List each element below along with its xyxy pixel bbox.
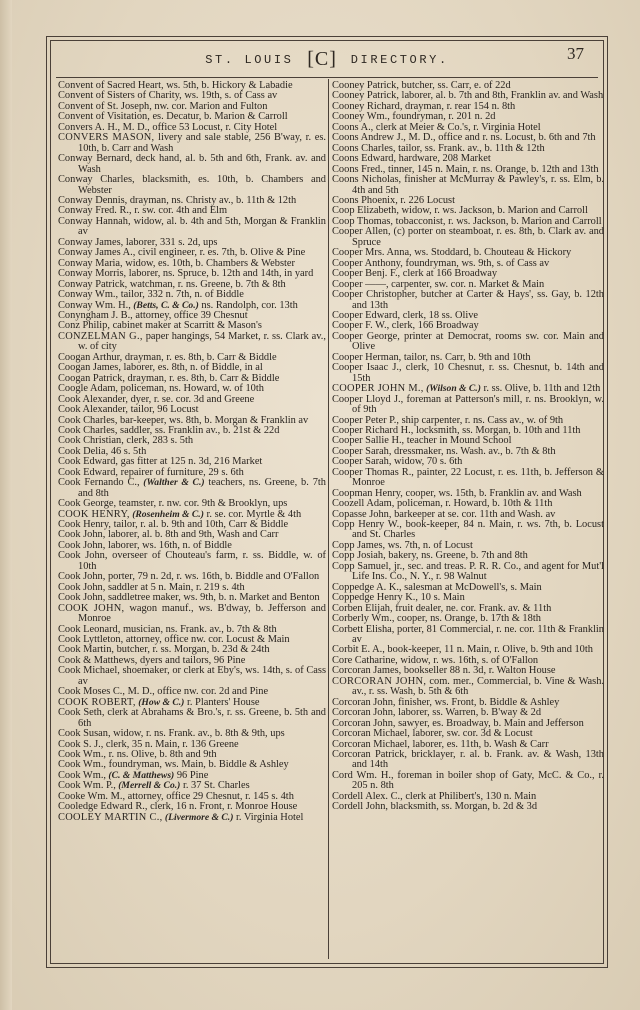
- entry-name: Cook Lyttleton,: [58, 634, 124, 646]
- entry-details: wagon manuf., ws. B'dway, b. Jefferson and Monroe: [78, 602, 326, 625]
- entry-name: Cook Edward,: [58, 456, 119, 468]
- entry-details: 46 s. 5th: [108, 445, 147, 457]
- entry-details: barkeeper at se. cor. 11th and Wash. av: [391, 508, 556, 520]
- entry-name: Cooper Sarah,: [332, 445, 392, 457]
- entry-name: Cooper Sarah,: [332, 456, 392, 468]
- entry-details: foreman at Patterson's mill, r. ns. Brooklyn, w. of 9th: [352, 393, 604, 416]
- entry-details: widow, r. ws. 16th, s. of O'Fallon: [397, 654, 539, 666]
- entry-name: Corcoran Michael,: [332, 728, 410, 740]
- entry-name: Coons Nicholas,: [332, 174, 402, 186]
- entry-name: Convent of Visitation,: [58, 111, 150, 123]
- entry-details: tailor, r. al. b. 9th and 10th, Carr & Biddle: [111, 519, 289, 531]
- entry-name: Cook Martin,: [58, 644, 114, 656]
- entry-details: bookseller 88 n. 3d, r. Walton House: [401, 665, 556, 677]
- directory-entry: [58, 175, 326, 196]
- entry-details: repairer of furniture, 29 s. 6th: [118, 466, 244, 478]
- entry-details: laborer, ss. Warren, b. B'way & 2d: [395, 707, 542, 719]
- entry-details: laborer, al. b. 7th and 8th, Franklin av. and Wash: [398, 90, 604, 102]
- entry-name: Coons Charles,: [332, 142, 396, 154]
- entry-name: Corcoran James,: [332, 665, 402, 677]
- entry-details: laborer, 331 s. 2d, ups: [123, 236, 218, 248]
- entry-name: Cooney Richard,: [332, 100, 403, 112]
- entry-name: Copp James,: [332, 539, 386, 551]
- header-directory: DIRECTORY.: [350, 53, 449, 67]
- directory-entry: [332, 520, 604, 541]
- entry-firm: (Merrell & Co.): [115, 780, 181, 792]
- entry-name: Conway Dennis,: [58, 194, 128, 206]
- entry-name: Coons Phoenix,: [332, 194, 398, 206]
- entry-details: porter, 79 n. 2d, r. ws. 16th, b. Biddle and O'Fallon: [105, 571, 320, 583]
- entry-name: Cook Michael,: [58, 665, 120, 677]
- entry-name: Cook Edward,: [58, 466, 119, 478]
- entry-name: Cook John,: [58, 539, 106, 551]
- entry-name: Cooney Patrick,: [332, 80, 399, 91]
- running-header: [50, 44, 604, 68]
- entry-name: Cooper Peter P.,: [332, 414, 399, 426]
- entry-details: porter, 81 Commercial, r. ne. cor. 11th & Franklin av: [352, 623, 604, 646]
- entry-name: COOK JOHN,: [58, 602, 125, 614]
- entry-details: 10 s. Main: [418, 592, 465, 604]
- entry-details: widow, r. ns. Frank. av., b. 8th & 9th, ups: [110, 728, 285, 740]
- entry-name: CORCORAN JOHN,: [332, 675, 427, 687]
- entry-name: Cooper Herman,: [332, 351, 402, 363]
- entry-details: finisher at McMurray & Pawley's, r. ss. Elm, b. 4th and 5th: [352, 174, 604, 196]
- column-divider: [328, 79, 329, 959]
- entry-details: foundryman, ws. Main, b. Biddle & Ashley: [106, 759, 289, 771]
- entry-name: Corbett Elisha,: [332, 623, 395, 635]
- entry-name: Cooper Richard H.,: [332, 424, 414, 436]
- directory-entry: [332, 363, 604, 384]
- entry-name: Cooper Benj. F.,: [332, 268, 401, 280]
- entry-details: clerk at 166 Broadway: [400, 268, 498, 280]
- entry-details: sawyer, es. Broadway, b. Main and Jefferson: [395, 717, 584, 729]
- header-rule: [56, 77, 598, 78]
- directory-entry: [332, 290, 604, 311]
- entry-name: Corberly Wm.,: [332, 613, 395, 625]
- entry-name: CONZELMAN G.,: [58, 330, 143, 342]
- entry-name: Cook Charles,: [58, 424, 118, 436]
- entry-details: butcher, r. ss. Morgan, b. 23d & 24th: [114, 644, 270, 656]
- entry-name: Cooper Mrs. Anna,: [332, 247, 412, 259]
- entry-name: Corbit E. A.,: [332, 644, 385, 656]
- entry-name: Cook Wm.,: [58, 749, 107, 760]
- entry-name: Conway Hannah,: [58, 215, 131, 227]
- entry-details: ws. 7th, n. of Locust: [385, 539, 473, 551]
- entry-details: livery and sale stable, 256 B'way, r. es. 10th, b. Carr and Wash: [78, 132, 326, 154]
- entry-name: Cooper Isaac J.,: [332, 362, 402, 374]
- entry-details: r. ss. Olive, b. 11th and 12th: [480, 383, 601, 395]
- directory-entry: [332, 562, 604, 583]
- entry-name: Cooney Patrick,: [332, 90, 399, 102]
- entry-details: foreman in boiler shop of Gaty, McC. & Co., r. 205 n. 8th: [352, 769, 604, 792]
- entry-name: Conway Wm.,: [58, 289, 119, 301]
- entry-details: drayman, ns. Christy av., b. 11th & 12th: [127, 194, 297, 206]
- entry-name: Coons Andrew J., M. D.,: [332, 132, 436, 144]
- entry-name: Cook John,: [58, 581, 106, 593]
- entry-details: hardware, 208 Market: [396, 153, 491, 165]
- entry-name: Cooke Wm. M.,: [58, 790, 126, 802]
- entry-details: office and r. ns. Locust, b. 6th and 7th: [435, 132, 596, 144]
- entry-name: Convers A. H., M. D.,: [58, 121, 150, 133]
- entry-name: Copp Samuel, jr.,: [332, 560, 405, 572]
- entry-name: Coons A.,: [332, 121, 374, 133]
- entry-details: drayman, r. rear 154 n. 8th: [402, 100, 516, 112]
- entry-name: Cooney Wm.,: [332, 111, 390, 123]
- entry-name: Copp Henry W.,: [332, 519, 402, 531]
- entry-details: laborer, es. 11th, b. Wash & Carr: [409, 738, 549, 750]
- entry-details: r. 226 Locust: [397, 194, 455, 206]
- entry-details: paper hangings, 54 Market, r. ss. Clark av., w. of city: [78, 330, 326, 353]
- entry-name: Cook John,: [58, 592, 106, 604]
- entry-name: Cord Wm. H.,: [332, 769, 394, 781]
- entry-details: finisher, ws. Front, b. Biddle & Ashley: [395, 696, 560, 708]
- entry-name: Core Catharine,: [332, 654, 398, 666]
- entry-name: Conway Patrick,: [58, 278, 128, 290]
- entry-details: laborer, ws. 16th, n. of Biddle: [105, 539, 232, 551]
- entry-details: locksmith, ss. Morgan, b. 10th and 11th: [413, 424, 581, 436]
- entry-name: Coozell Adam,: [332, 498, 395, 510]
- entry-details: nw. cor. Marion and Fulton: [151, 100, 268, 112]
- entry-name: Conway James A.,: [58, 247, 136, 259]
- entry-firm: (Wilson & C.): [423, 383, 481, 395]
- entry-details: widow, al. b. 4th and 5th, Morgan & Franklin av: [78, 215, 326, 238]
- directory-entry: [332, 468, 604, 489]
- entry-details: widow, es. 10th, b. Chambers & Webster: [122, 257, 295, 269]
- directory-entry: [332, 227, 604, 248]
- entry-details: com. mer., Commercial, b. Vine & Wash. av., r. ss. Wash, b. 5th & 6th: [352, 675, 605, 698]
- entry-name: Cook Wm. P.,: [58, 780, 116, 792]
- entry-details: dyer, r. se. cor. 3d and Greene: [128, 393, 255, 405]
- entry-name: Cordell John,: [332, 801, 388, 813]
- left-column: [58, 81, 326, 823]
- entry-details: tobacconist, r. ws. Jackson, b. Marion and Carroll: [393, 215, 602, 227]
- right-column: [332, 81, 604, 813]
- entry-name: Cooper Anthony,: [332, 257, 403, 269]
- directory-entry: [332, 175, 604, 196]
- directory-entry: [332, 625, 604, 646]
- entry-name: Conway Bernard,: [58, 153, 133, 165]
- entry-name: Cooper George,: [332, 330, 400, 342]
- entry-name: Cooper Allen,: [332, 226, 391, 238]
- entry-name: Cooper F. W.,: [332, 320, 390, 332]
- entry-details: (c) porter on steamboat, r. es. 8th, b. Clark av. and Spruce: [352, 226, 604, 248]
- entry-details: clerk at Meier & Co.'s, r. Virginia Hotel: [373, 121, 541, 133]
- entry-details: shoemaker, or clerk at Eby's, ws. 14th, s. of Cass av: [78, 665, 326, 687]
- entry-name: Cook Fernando C.,: [58, 477, 140, 489]
- entry-details: attorney, office nw. cor. Locust & Main: [123, 634, 290, 646]
- entry-details: ws. Stoddard, b. Chouteau & Hickory: [411, 247, 572, 259]
- entry-details: laborer, sw. cor. 3d & Locust: [409, 728, 533, 740]
- entry-details: ship carpenter, r. ns. Cass av., w. of 9th: [398, 414, 564, 426]
- directory-entry: [332, 677, 604, 698]
- entry-firm: (Livermore & C.): [162, 811, 234, 823]
- entry-name: Coopman Henry,: [332, 487, 403, 499]
- entry-name: Cook John,: [58, 529, 106, 541]
- entry-name: COOLEY MARTIN C.,: [58, 811, 163, 823]
- entry-details: dressmaker, ns. Wash. av., b. 7th & 8th: [391, 445, 556, 457]
- entry-name: Conway Fred. R.,: [58, 205, 132, 217]
- entry-name: Corcoran John,: [332, 696, 396, 708]
- entry-name: Cook Charles,: [58, 414, 118, 426]
- entry-firm: (Betts, C. & Co.): [130, 299, 199, 311]
- entry-firm: (Rosenheim & C.): [129, 508, 204, 520]
- entry-name: Conyngham J. B.,: [58, 309, 133, 321]
- entry-details: clerk, 16 n. Front, r. Monroe House: [147, 801, 298, 813]
- directory-entry: [58, 604, 326, 625]
- entry-details: dyers and tailors, 96 Pine: [137, 654, 246, 666]
- entry-details: tailor, ns. Carr, b. 9th and 10th: [401, 351, 531, 363]
- entry-details: attorney, office 29 Chesnut, r. 145 s. 4th: [125, 790, 294, 802]
- directory-entry: [58, 708, 326, 729]
- entry-details: r. Planters' House: [184, 696, 260, 708]
- entry-details: widow, r. ws. Jackson, b. Marion and Carroll: [398, 205, 588, 217]
- entry-details: cooper, ns. Orange, b. 17th & 18th: [394, 613, 541, 625]
- entry-name: Cook Henry,: [58, 519, 112, 531]
- entry-details: tinner, 145 n. Main, r. ns. Orange, b. 12th and 13th: [385, 163, 599, 175]
- entry-name: Cook Leonard,: [58, 623, 121, 635]
- entry-name: Cordell Alex. C.,: [332, 790, 403, 802]
- directory-entry: [58, 666, 326, 687]
- entry-details: clerk, 10 Chesnut, r. ss. Chesnut, b. 14th and 15th: [352, 362, 604, 384]
- entry-name: Coons Fred.,: [332, 163, 386, 175]
- entry-name: COOK HENRY,: [58, 508, 130, 520]
- entry-details: sec. and treas. P. R. R. Co., and agent for Mut'l Life Ins. Co., N. Y., r. 98 Walnut: [352, 560, 604, 583]
- entry-details: butcher, ss. Carr, e. of 22d: [398, 80, 511, 91]
- entry-details: r. ns. Olive, b. 8th and 9th: [106, 749, 217, 760]
- entry-name: Copp Josiah,: [332, 550, 386, 562]
- entry-firm: (How & C.): [135, 696, 185, 708]
- entry-details: r. 37 St. Charles: [180, 780, 250, 792]
- entry-details: watchman, r. ns. Greene, b. 7th & 8th: [127, 278, 286, 290]
- entry-details: drayman, r. es. 8th, b. Carr & Biddle: [122, 351, 277, 363]
- entry-details: salesman at McDowell's, s. Main: [401, 581, 542, 593]
- entry-details: clerk at Philibert's, 130 n. Main: [402, 790, 537, 802]
- entry-name: Conway Maria,: [58, 257, 123, 269]
- entry-details: overseer of Chouteau's farm, r. ss. Biddle, w. of 10th: [78, 550, 326, 572]
- entry-name: COOPER JOHN M.,: [332, 383, 424, 395]
- book-spine-edge: [0, 0, 12, 1010]
- entry-name: Cooledge Edward R.,: [58, 801, 148, 813]
- entry-details: teacher in Mound School: [404, 435, 512, 447]
- entry-name: Cook George,: [58, 498, 117, 510]
- entry-name: Corben Elijah,: [332, 602, 393, 614]
- entry-details: civil engineer, r. es. 7th, b. Olive & Pine: [135, 247, 306, 259]
- entry-details: tailor, 332 n. 7th, n. of Biddle: [118, 289, 244, 301]
- entry-details: cabinet maker at Scarritt & Mason's: [109, 320, 262, 332]
- directory-entry: [58, 551, 326, 572]
- entry-name: COOK ROBERT,: [58, 696, 136, 708]
- entry-details: bricklayer, r. al. b. Frank. av. & Wash, 13th and 14th: [352, 749, 604, 771]
- entry-name: Coogan Arthur,: [58, 351, 123, 363]
- entry-details: cooper, ws. 15th, b. Franklin av. and Wash: [402, 487, 582, 499]
- entry-name: Cook Delia,: [58, 445, 109, 457]
- entry-details: foundryman, ws. 9th, s. of Cass av: [402, 257, 550, 269]
- header-title: [50, 46, 604, 69]
- entry-name: Cooper Christopher,: [332, 289, 418, 301]
- entry-name: Cook S. J.,: [58, 738, 104, 750]
- directory-entry: [58, 332, 326, 353]
- entry-details: gas fitter at 125 n. 3d, 216 Market: [118, 456, 263, 468]
- directory-entry: [332, 395, 604, 416]
- entry-name: Cook Seth,: [58, 707, 105, 719]
- entry-name: Cooper Edward,: [332, 309, 401, 321]
- entry-name: Conz Philip,: [58, 320, 110, 332]
- entry-name: Cook Moses C., M. D.,: [58, 686, 155, 698]
- entry-details: es. Decatur, b. Marion & Carroll: [149, 111, 288, 123]
- entry-name: Conway Charles,: [58, 174, 135, 186]
- entry-details: foundryman, r. 201 n. 2d: [389, 111, 496, 123]
- entry-name: Cooper ——,: [332, 278, 389, 290]
- entry-details: 96 Pine: [174, 769, 209, 781]
- entry-details: laborer, ns. Spruce, b. 12th and 14th, in yard: [126, 268, 314, 280]
- entry-name: Coppedge Henry K.,: [332, 592, 418, 604]
- entry-name: Corcoran John,: [332, 707, 396, 719]
- entry-details: ns. Randolph, cor. 13th: [198, 299, 298, 311]
- directory-entry: [58, 813, 326, 823]
- entry-details: r. se. cor. Myrtle & 4th: [203, 508, 302, 520]
- entry-name: Coogan Patrick,: [58, 372, 125, 384]
- entry-name: Cooper Lloyd J.,: [332, 393, 404, 405]
- entry-details: ws. 5th, b. Hickory & Labadie: [163, 80, 293, 91]
- entry-name: Cook Alexander,: [58, 393, 128, 405]
- entry-name: Coop Elizabeth,: [332, 205, 399, 217]
- entry-details: bar-keeper, ws. 8th, b. Morgan & Franklin av: [117, 414, 309, 426]
- entry-name: Cook Christian,: [58, 435, 124, 447]
- entry-details: saddletree maker, ws. 9th, b. n. Market and Benton: [105, 592, 320, 604]
- entry-details: r. Virginia Hotel: [233, 811, 304, 823]
- entry-details: deck hand, al. b. 5th and 6th, Frank. av. and Wash: [78, 153, 326, 175]
- entry-details: office 53 Locust, r. City Hotel: [149, 121, 278, 133]
- directory-entry: [58, 154, 326, 175]
- page-number: 37: [567, 44, 584, 63]
- entry-name: Convent of Sacred Heart,: [58, 80, 164, 91]
- entry-details: ws. 19th, s. of Cass av: [181, 90, 278, 102]
- entry-details: saddler, ss. Franklin av., b. 21st & 22d: [117, 424, 280, 436]
- entry-name: Cook Wm.,: [58, 759, 107, 771]
- entry-name: Coppedge A. K.,: [332, 581, 402, 593]
- entry-name: Cook Wm.,: [58, 769, 107, 781]
- entry-details: blacksmith, ss. Morgan, b. 2d & 3d: [388, 801, 538, 813]
- entry-name: Conway James,: [58, 236, 124, 248]
- entry-name: Convent of Sisters of Charity,: [58, 90, 182, 102]
- directory-entry: [332, 332, 604, 353]
- directory-entry: [58, 133, 326, 154]
- entry-name: Corcoran Patrick,: [332, 749, 408, 760]
- entry-details: clerk, 35 n. Main, r. 136 Greene: [103, 738, 239, 750]
- entry-name: Copasse John,: [332, 508, 392, 520]
- entry-name: Corcoran Michael,: [332, 738, 410, 750]
- directory-entry: [332, 802, 604, 812]
- entry-name: Cook Alexander,: [58, 404, 128, 416]
- directory-entry: [58, 478, 326, 499]
- entry-name: Coogle Adam,: [58, 383, 119, 395]
- entry-details: attorney, office 39 Chesnut: [132, 309, 248, 321]
- entry-details: tailor, ss. Frank. av., b. 11th & 12th: [395, 142, 545, 154]
- entry-details: laborer, al. b. 8th and 9th, Wash and Carr: [105, 529, 279, 541]
- entry-name: Cook & Matthews,: [58, 654, 138, 666]
- entry-details: clerk, 166 Broadway: [389, 320, 479, 332]
- entry-firm: (C. & Matthews): [106, 769, 175, 781]
- entry-details: policeman, r. Howard, b. 10th & 11th: [394, 498, 553, 510]
- entry-details: butcher at Carter & Hays', ss. Gay, b. 12th and 13th: [352, 289, 604, 311]
- entry-name: Conway Morris,: [58, 268, 127, 280]
- entry-details: bakery, ns. Greene, b. 7th and 8th: [385, 550, 528, 562]
- entry-details: policeman, ns. Howard, w. of 10th: [118, 383, 264, 395]
- entry-details: carpenter, sw. cor. n. Market & Main: [388, 278, 545, 290]
- entry-details: tailor, 96 Locust: [128, 404, 199, 416]
- entry-details: clerk, 283 s. 5th: [123, 435, 194, 447]
- entry-details: book-keeper, 11 n. Main, r. Olive, b. 9th and 10th: [384, 644, 593, 656]
- entry-details: teachers, ns. Greene, b. 7th and 8th: [78, 477, 326, 499]
- entry-details: office nw. cor. 2d and Pine: [154, 686, 269, 698]
- entry-name: Corcoran John,: [332, 717, 396, 729]
- entry-name: Cooper Thomas R.,: [332, 466, 414, 478]
- entry-name: CONVERS MASON,: [58, 132, 155, 144]
- entry-name: Coop Thomas,: [332, 215, 393, 227]
- entry-details: drayman, r. es. 8th, b. Carr & Biddle: [124, 372, 280, 384]
- entry-name: Cook John,: [58, 571, 106, 583]
- entry-name: Convent of St. Joseph,: [58, 100, 152, 112]
- directory-entry: [332, 750, 604, 771]
- entry-details: saddler at 5 n. Main, r. 219 s. 4th: [105, 581, 245, 593]
- entry-details: printer at Democrat, rooms sw. cor. Main and Olive: [352, 330, 604, 353]
- entry-name: Cook Susan,: [58, 728, 111, 740]
- entry-name: Coons Edward,: [332, 153, 397, 165]
- entry-details: clerk, 18 ss. Olive: [400, 309, 479, 321]
- entry-name: Cooper Sallie H.,: [332, 435, 405, 447]
- entry-details: r. sw. cor. 4th and Elm: [131, 205, 228, 217]
- entry-name: Conway Wm. H.,: [58, 299, 131, 311]
- entry-firm: (Walther & C.): [139, 477, 205, 489]
- entry-details: laborer, es. 8th, n. of Biddle, in al: [120, 362, 263, 374]
- directory-entry: [332, 771, 604, 792]
- entry-details: blacksmith, es. 10th, b. Chambers and Webster: [78, 174, 326, 196]
- entry-details: painter, 22 Locust, r. es. 11th, b. Jefferson & Monroe: [352, 466, 604, 489]
- entry-details: widow, 70 s. 6th: [391, 456, 463, 468]
- entry-name: Cook John,: [58, 550, 108, 562]
- header-city: ST. LOUIS: [205, 53, 294, 67]
- entry-details: book-keeper, 84 n. Main, r. ws. 7th, b. Locust and St. Charles: [352, 519, 604, 541]
- entry-name: Coogan James,: [58, 362, 121, 374]
- entry-details: fruit dealer, ne. cor. Frank. av. & 11th: [392, 602, 552, 614]
- entry-details: teamster, r. nw. cor. 9th & Brooklyn, ups: [116, 498, 288, 510]
- header-section-letter: [C]: [307, 48, 337, 70]
- directory-entry: [58, 217, 326, 238]
- entry-details: musician, ns. Frank. av., b. 7th & 8th: [120, 623, 277, 635]
- entry-details: clerk at Abrahams & Bro.'s, r. ss. Greene, b. 5th and 6th: [78, 707, 326, 729]
